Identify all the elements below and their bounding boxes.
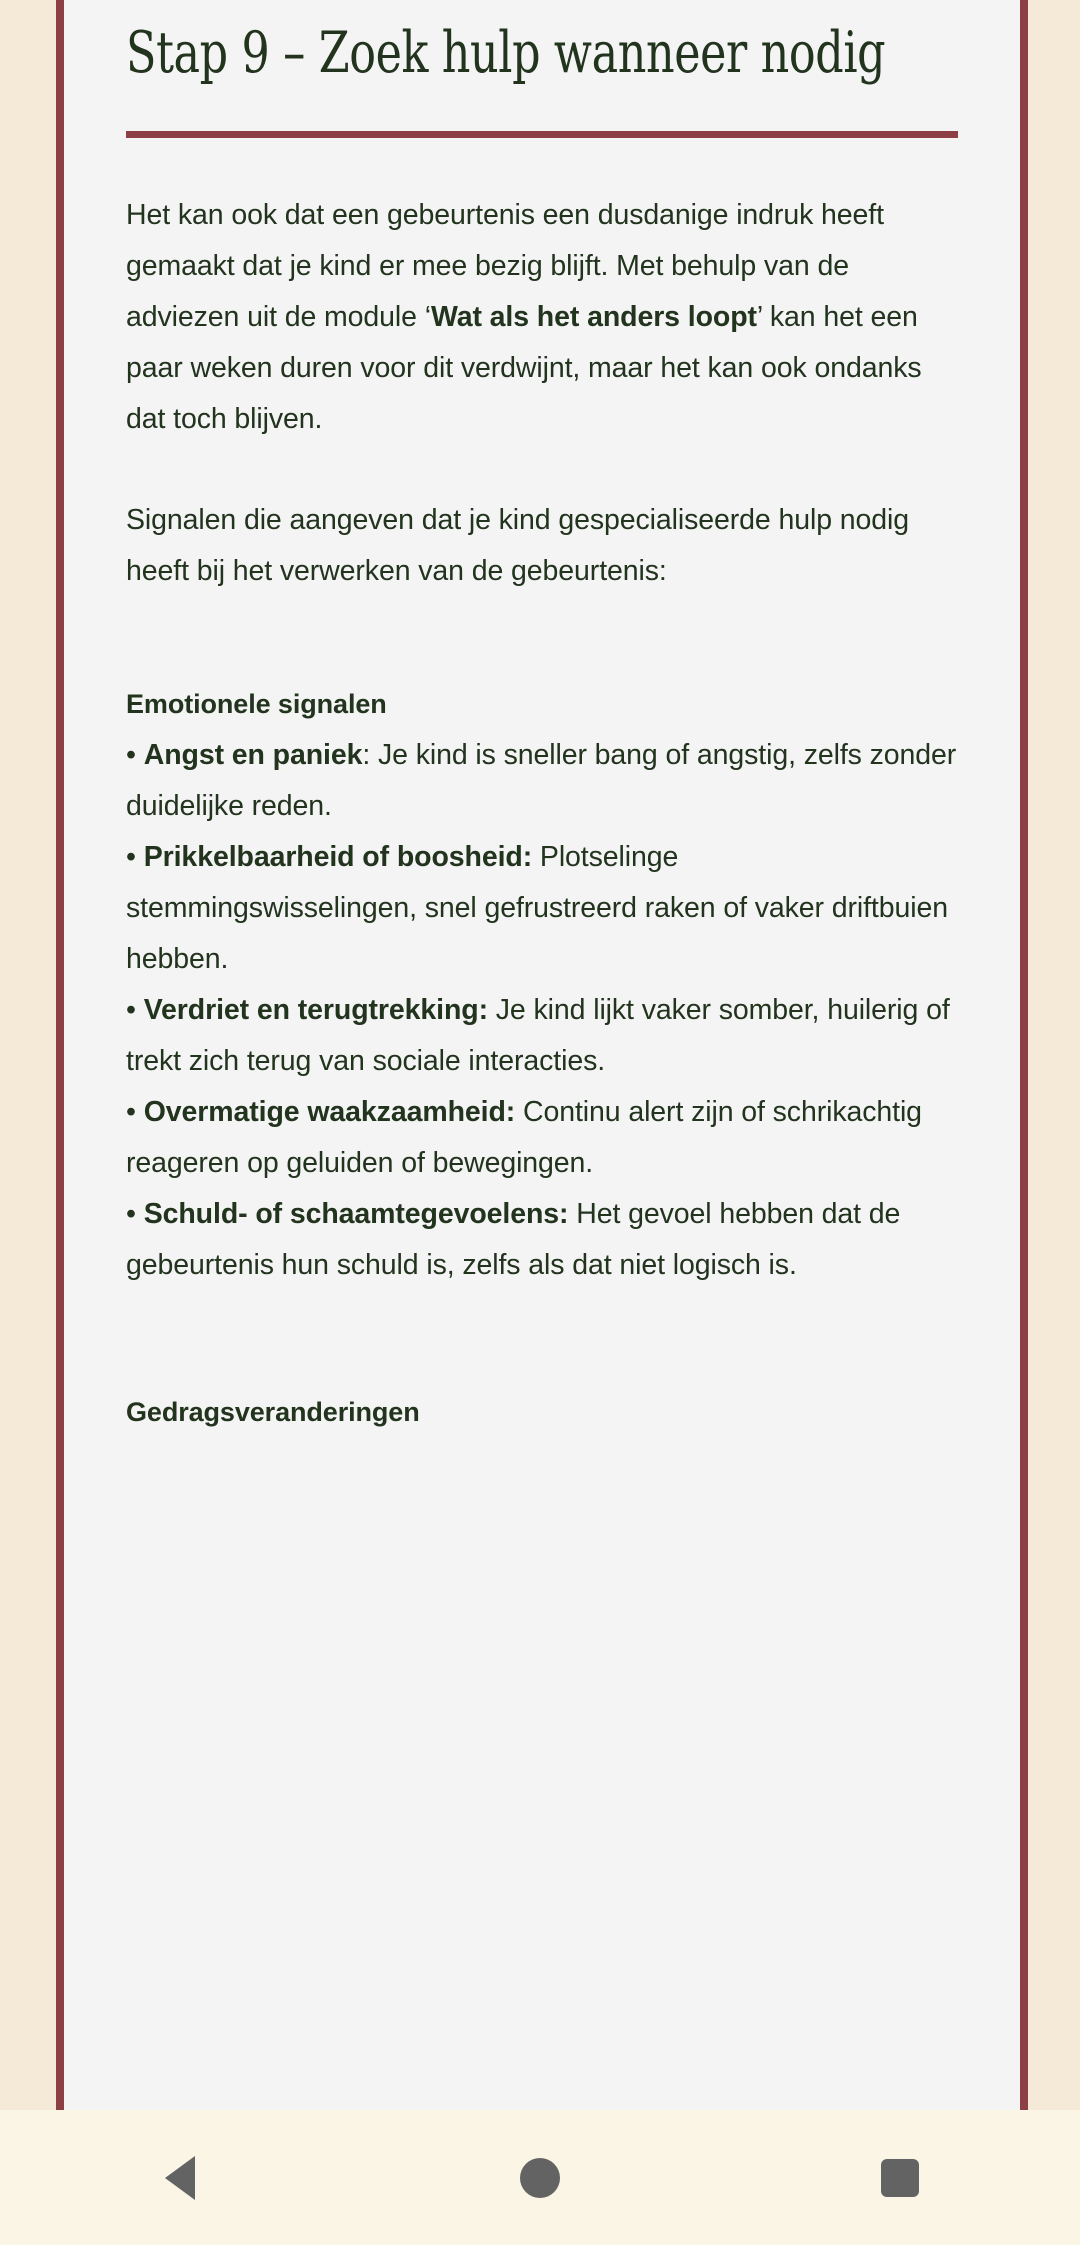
intro-run-2-bold: Wat als het anders loopt <box>430 301 757 334</box>
intro-run-1: Het kan ook dat een gebeurtenis een dusdanige indruk heeft gemaakt dat je kind er mee bezig blijft. Met behulp van de adviezen uit de module ‘ <box>126 199 884 334</box>
home-circle-icon <box>520 2158 560 2198</box>
intro-run-3: ’ kan het een paar weken duren voor dit verdwijnt, maar het kan ook ondanks dat toch blijven. <box>126 301 922 436</box>
bullet-term: Angst en paniek <box>143 739 363 772</box>
page-rule-right <box>1020 0 1028 2110</box>
android-navigation-bar <box>0 2110 1080 2245</box>
section-heading-emotionele-signalen: Emotionele signalen <box>126 689 387 720</box>
back-triangle-icon <box>165 2156 195 2200</box>
bullet-description: Continu alert zijn of schrikachtig reageren op geluiden of bewegingen. <box>126 1096 922 1180</box>
section-heading-gedragsveranderingen: Gedragsveranderingen <box>126 1397 420 1428</box>
paragraph-intro <box>126 190 958 445</box>
page-gutter-right <box>1028 0 1080 2110</box>
bullet-description: Je kind is sneller bang of angstig, zelfs zonder duidelijke reden. <box>126 739 957 823</box>
back-button[interactable] <box>120 2128 240 2228</box>
article-content[interactable] <box>64 0 1020 2110</box>
bullet-description: Je kind lijkt vaker somber, huilerig of trekt zich terug van sociale interacties. <box>126 994 950 1078</box>
bullet-marker: • <box>126 994 136 1027</box>
list-item <box>126 730 958 832</box>
home-button[interactable] <box>480 2128 600 2228</box>
recents-square-icon <box>881 2159 919 2197</box>
list-item <box>126 832 958 985</box>
bullet-term: Schuld- of schaamtegevoelens: <box>143 1198 569 1231</box>
list-item <box>126 1087 958 1189</box>
page-rule-left <box>56 0 64 2110</box>
bullet-marker: • <box>126 739 136 772</box>
bullet-term: Prikkelbaarheid of boosheid: <box>143 841 533 874</box>
bullet-marker: • <box>126 841 136 874</box>
bullet-marker: • <box>126 1096 136 1129</box>
bullet-marker: • <box>126 1198 136 1231</box>
bullet-description: Het gevoel hebben dat de gebeurtenis hun schuld is, zelfs als dat niet logisch is. <box>126 1198 901 1282</box>
list-item <box>126 985 958 1087</box>
list-item <box>126 1189 958 1291</box>
recents-button[interactable] <box>840 2128 960 2228</box>
page-title: Stap 9 – Zoek hulp wanneer nodig <box>126 20 886 86</box>
title-divider <box>126 131 958 138</box>
bullet-description: Plotselinge stemmingswisselingen, snel gefrustreerd raken of vaker driftbuien hebben. <box>126 841 948 976</box>
bullet-term: Verdriet en terugtrekking: <box>143 994 488 1027</box>
bullet-term: Overmatige waakzaamheid: <box>143 1096 516 1129</box>
paragraph-signalen-intro: Signalen die aangeven dat je kind gespecialiseerde hulp nodig heeft bij het verwerken van de gebeurtenis: <box>126 504 909 588</box>
bullet-separator: : <box>362 739 371 772</box>
page-gutter-left <box>0 0 56 2110</box>
